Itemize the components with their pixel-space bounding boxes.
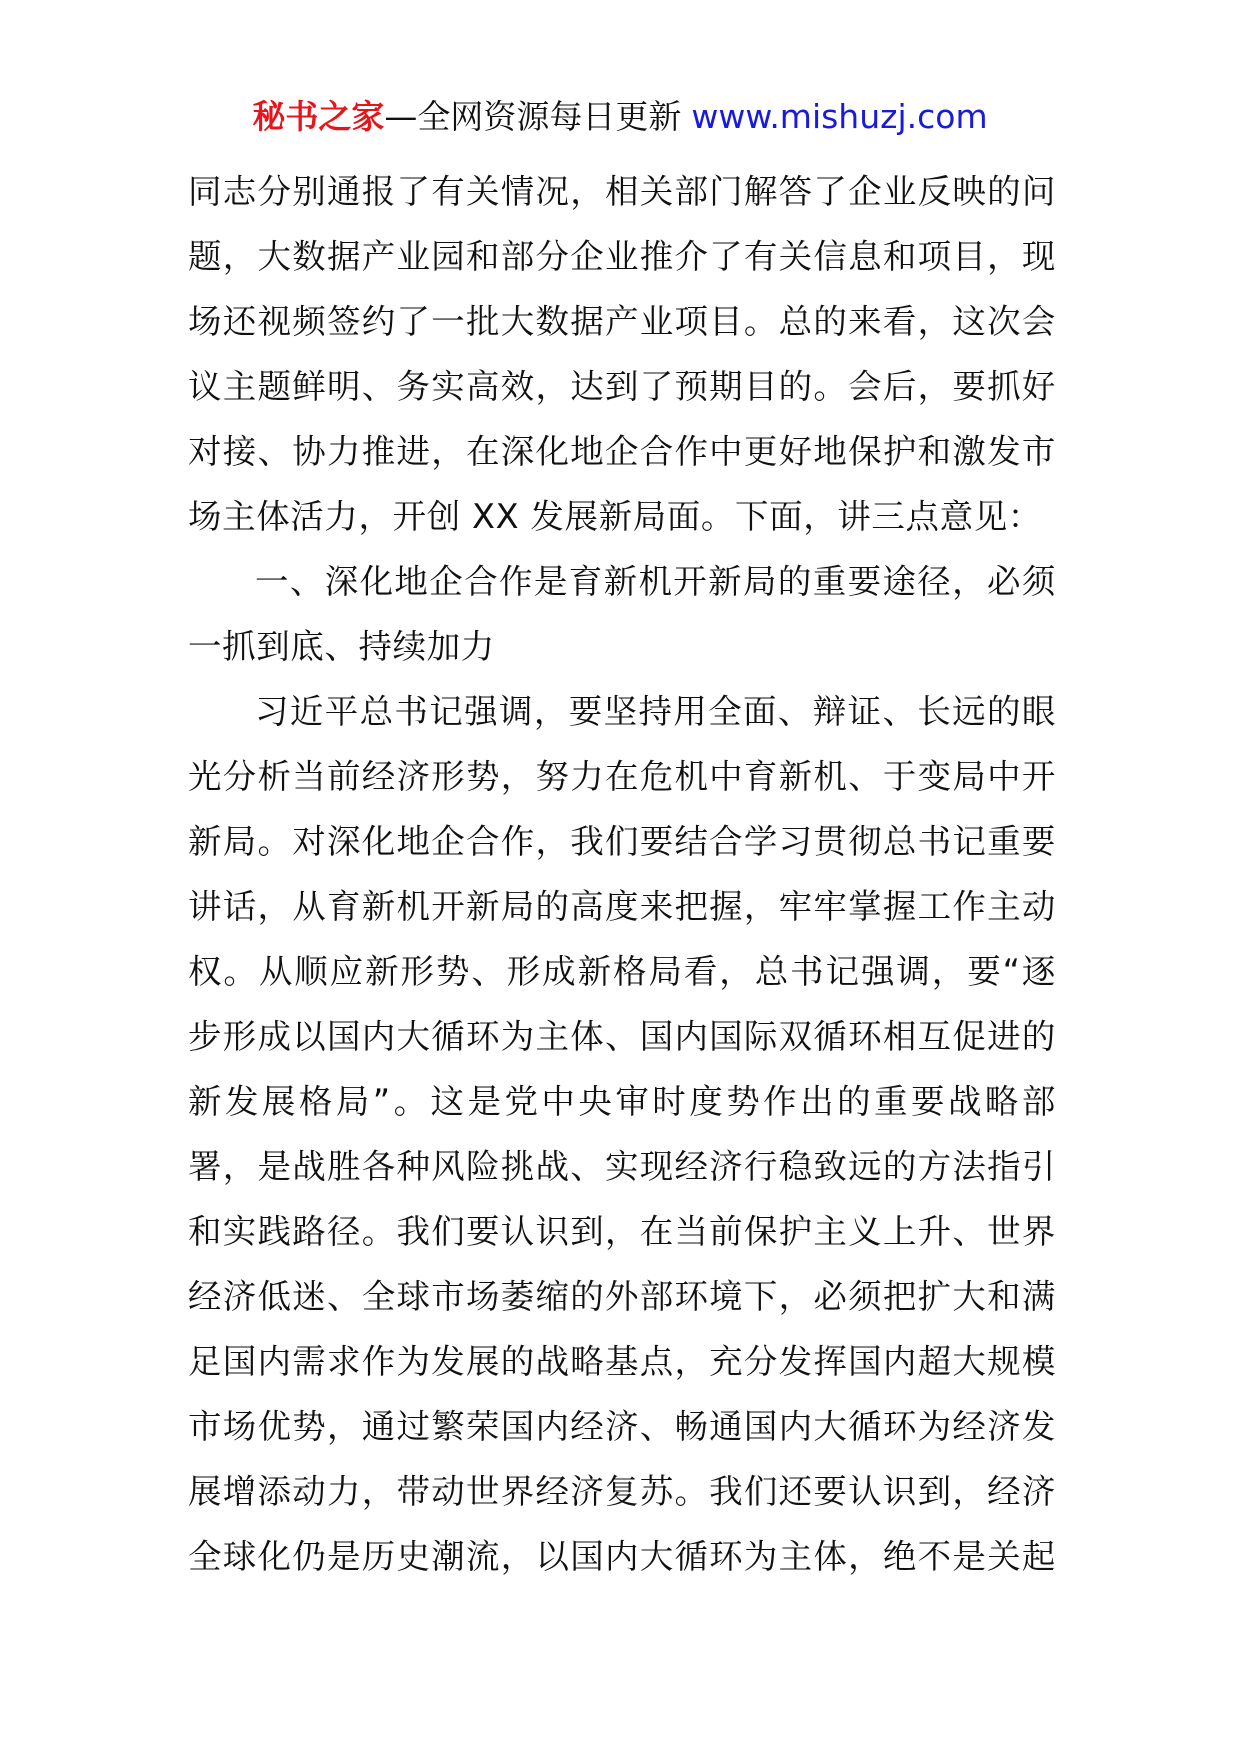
paragraph-body <box>188 679 1056 1589</box>
text-line: 光分析当前经济形势，努力在危机中育新机、于变局中开 <box>188 757 1056 796</box>
text-line: 步形成以国内大循环为主体、国内国际双循环相互促进的 <box>188 1017 1056 1056</box>
text-line: 习近平总书记强调，要坚持用全面、辩证、长远的眼 <box>255 692 1056 731</box>
text-line: 全球化仍是历史潮流，以国内大循环为主体，绝不是关起 <box>188 1537 1056 1576</box>
text-line: 同志分别通报了有关情况，相关部门解答了企业反映的问 <box>188 172 1056 211</box>
section-heading <box>188 549 1056 679</box>
site-tagline: —全网资源每日更新 <box>384 97 682 136</box>
site-url-link[interactable]: www.mishuzj.com <box>691 97 988 136</box>
text-line: 新发展格局”。这是党中央审时度势作出的重要战略部 <box>188 1082 1056 1121</box>
text-line: 市场优势，通过繁荣国内经济、畅通国内大循环为经济发 <box>188 1407 1056 1446</box>
text-line: 题，大数据产业园和部分企业推介了有关信息和项目，现 <box>188 237 1056 276</box>
text-line: 场主体活力，开创 XX 发展新局面。下面，讲三点意见： <box>188 497 1042 536</box>
text-line: 展增添动力，带动世界经济复苏。我们还要认识到，经济 <box>188 1472 1056 1511</box>
text-line: 和实践路径。我们要认识到，在当前保护主义上升、世界 <box>188 1212 1056 1251</box>
text-line: 对接、协力推进，在深化地企合作中更好地保护和激发市 <box>188 432 1056 471</box>
document-body <box>188 159 1056 1589</box>
text-line: 讲话，从育新机开新局的高度来把握，牢牢掌握工作主动 <box>188 887 1056 926</box>
paragraph-intro <box>188 159 1056 549</box>
heading-line: 一、深化地企合作是育新机开新局的重要途径，必须 <box>255 562 1056 601</box>
text-line: 足国内需求作为发展的战略基点，充分发挥国内超大规模 <box>188 1342 1056 1381</box>
text-line: 经济低迷、全球市场萎缩的外部环境下，必须把扩大和满 <box>188 1277 1056 1316</box>
text-line: 议主题鲜明、务实高效，达到了预期目的。会后，要抓好 <box>188 367 1056 406</box>
site-brand: 秘书之家 <box>252 97 385 136</box>
text-line: 权。从顺应新形势、形成新格局看，总书记强调，要“逐 <box>188 952 1056 991</box>
text-line: 场还视频签约了一批大数据产业项目。总的来看，这次会 <box>188 302 1056 341</box>
site-header <box>0 92 1240 142</box>
text-line: 新局。对深化地企合作，我们要结合学习贯彻总书记重要 <box>188 822 1056 861</box>
heading-line: 一抓到底、持续加力 <box>188 627 495 666</box>
text-line: 署，是战胜各种风险挑战、实现经济行稳致远的方法指引 <box>188 1147 1056 1186</box>
